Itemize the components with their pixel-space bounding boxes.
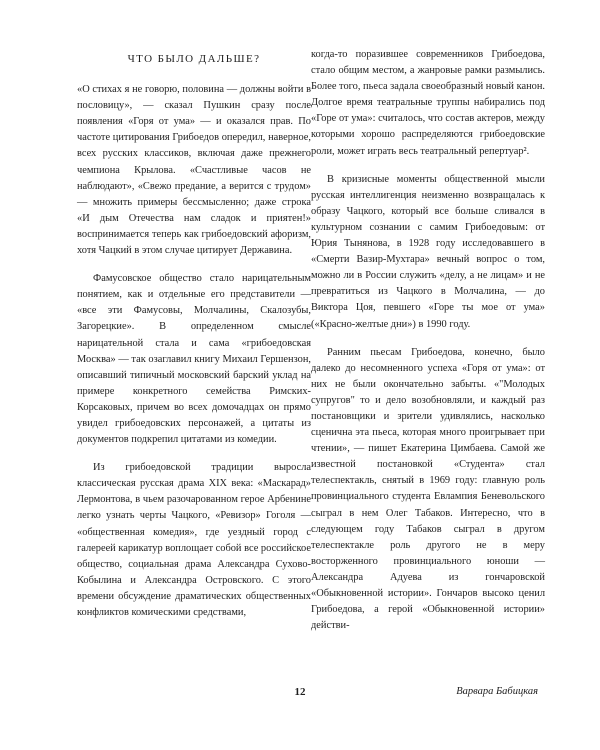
paragraph: «О стихах я не говорю, половина — должны войти в пословицу», — сказал Пушкин сразу после появления «Горя от ума» — и оказался прав. По частоте цитирования Грибоедов опередил, наверное, всех русских классиков, включая даже прежнего чемпиона Крылова. «Счастливые часов не наблюдают», «Свежо предание, а верится с трудом» — множить примеры бессмысленно; даже строка «И дым Отечества нам сладок и приятен!» воспринимается теперь как грибоедовский афоризм, хотя Чацкий в этом случае цитирует Державина. <box>77 84 311 257</box>
section-heading: ЧТО БЫЛО ДАЛЬШЕ? <box>127 53 261 65</box>
paragraph: Из грибоедовской традиции выросла классическая русская драма XIX века: «Маскарад» Лермонтова, в чьем разочарованном герое Арбенине легко узнать черты Чацкого, «Ревизор» Гоголя — «общественная комедия», где уездный город с галереей карикатур воплощает собой все российское общество, социальная драма Александра Сухово-Кобылина и Александра Островского. С этого времени обсуждение драматических общественных конфликтов комическими средствами, <box>77 462 311 618</box>
running-author: Варвара Бабицкая <box>456 686 538 697</box>
right-column <box>311 47 545 634</box>
left-column <box>77 48 311 621</box>
page-number: 12 <box>294 686 306 698</box>
paragraph: когда-то поразившее современников Грибоедова, стало общим местом, а жанровые рамки размылись. Более того, пьеса задала своеобразный новый канон. Долгое время театральные труппы набирались под «Горе от ума»: считалось, что состав актеров, между которыми хорошо распределяются грибоедовские роли, может играть весь театральный репертуар². <box>311 49 545 157</box>
paragraph: В кризисные моменты общественной мысли русская интеллигенция неизменно возвращалась к образу Чацкого, который все больше сливался в культурном сознании с самим Грибоедовым: от Юрия Тынянова, в 1928 году исследовавшего в «Смерти Вазир-Мухтара» вечный вопрос о том, можно ли в России служить «делу, а не лицам» и не превратиться из Чацкого в Молчалина, — до Виктора Цоя, певшего «Горе ты мое от ума» («Красно-желтые дни») в 1990 году. <box>311 173 545 330</box>
paragraph: Фамусовское общество стало нарицательным понятием, как и отдельные его представители — «все эти Фамусовы, Молчалины, Скалозубы, Загорецкие». В определенном смысле нарицательной стала и сама «грибоедовская Москва» — так озаглавил книгу Михаил Гершензон, описавший типичный московский барский уклад на примере конкретного семейства Римских-Корсаковых, причем во всех домочадцах он прямо увидел грибоедовских персонажей, а цитаты из документов подкрепил цитатами из комедии. <box>77 273 311 446</box>
paragraph: Ранним пьесам Грибоедова, конечно, было далеко до несомненного успеха «Горя от ума»: от них не были окончательно забыты. «"Молодых супругов" то и дело возобновляли, и каждый раз постановщики и зрители удивлялись, насколько сценична эта пьеса, которая много проигрывает при чтении», — пишет Екатерина Цимбаева. Самой же известной постановкой «Студента» стал телеспектакль, снятый в 1969 году: главную роль провинциального студента Евлампия Беневольского сыграл в нем Олег Табаков. Интересно, что в следующем году Табаков сыграл в другом телеспектакле роль другого не в меру восторженного провинциального юноши — Александра Адуева из гончаровской «Обыкновенной истории». Гончаров высоко ценил Грибоедова, а герой «Обыкновенной истории» действи- <box>311 346 545 632</box>
